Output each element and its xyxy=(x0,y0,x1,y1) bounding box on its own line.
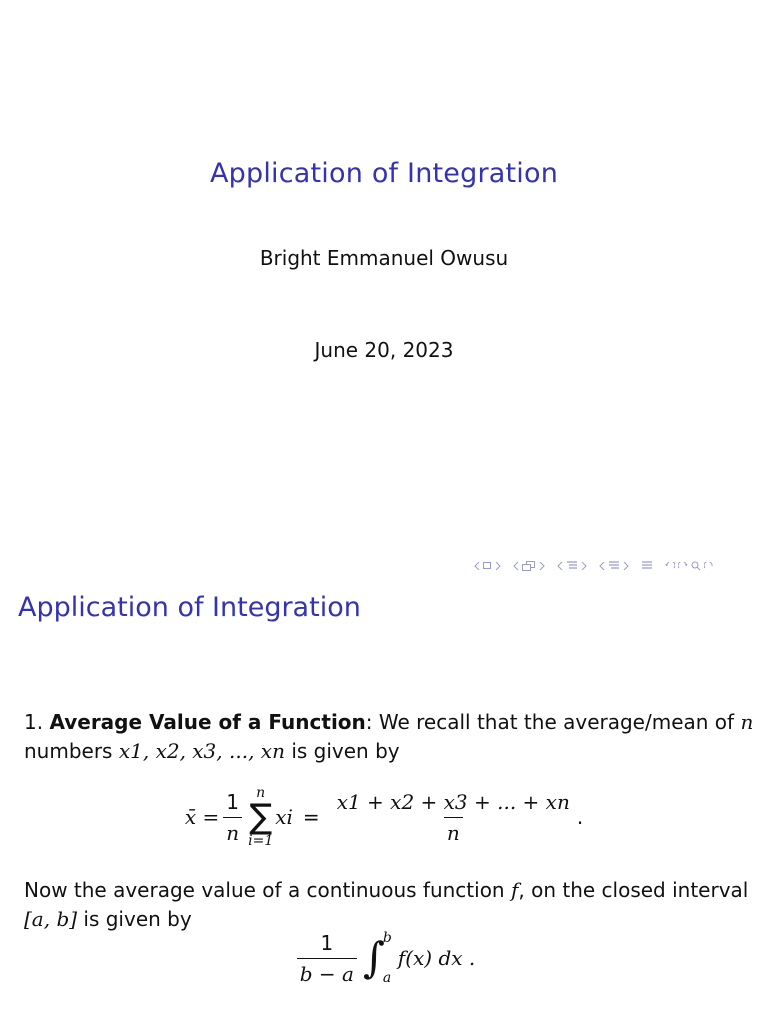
paragraph-text: is given by xyxy=(83,907,192,931)
nav-arrow-right-icon[interactable] xyxy=(623,562,629,570)
fraction-denominator: n xyxy=(223,817,242,845)
author-name: Bright Emmanuel Owusu xyxy=(259,246,509,270)
nav-search-icon[interactable] xyxy=(691,561,701,571)
integral-sign: ∫ xyxy=(362,933,385,982)
paragraph-text: : We recall that the average/mean of xyxy=(365,710,735,734)
nav-arrow-left-icon[interactable] xyxy=(557,562,563,570)
beamer-navigation-bar xyxy=(474,556,720,576)
nav-arrow-right-icon[interactable] xyxy=(495,562,501,570)
sum-lower-limit: i=1 xyxy=(248,833,274,849)
nav-toc-group[interactable] xyxy=(599,561,629,571)
fraction-numerator: 1 xyxy=(320,930,334,955)
nav-document-icon[interactable] xyxy=(641,561,653,571)
nav-arrow-right-icon[interactable] xyxy=(539,562,545,570)
eq-lhs: x̄ = xyxy=(184,805,220,829)
nav-zoom-icon[interactable] xyxy=(704,562,714,570)
summand: xi xyxy=(275,805,293,829)
interval: [a, b] xyxy=(24,907,78,931)
nav-section-icon[interactable] xyxy=(566,561,578,571)
nav-subsection-icon[interactable] xyxy=(522,561,536,571)
integral-lower-limit: a xyxy=(382,970,392,986)
paragraph-text: numbers xyxy=(24,739,113,763)
nav-undo-icon[interactable] xyxy=(665,562,675,570)
fraction xyxy=(223,790,242,845)
sigma-symbol: ∑ xyxy=(249,797,273,837)
integrand: f(x) dx . xyxy=(397,946,476,970)
sequence-expression: x1, x2, x3, ..., xn xyxy=(118,739,285,763)
nav-arrow-left-icon[interactable] xyxy=(474,562,480,570)
equals-sign: = xyxy=(302,805,320,829)
equation-average-value xyxy=(0,930,768,986)
nav-section-group[interactable] xyxy=(557,561,587,571)
nav-doc-group[interactable] xyxy=(641,561,653,571)
item-number: 1. xyxy=(24,710,44,734)
paragraph-text: Now the average value of a continuous function xyxy=(24,878,505,902)
rhs-numerator: x1 + x2 + x3 + ... + xn xyxy=(336,789,570,814)
nav-arrow-right-icon[interactable] xyxy=(581,562,587,570)
integral xyxy=(363,930,392,986)
nav-search-group[interactable] xyxy=(665,561,714,571)
summation xyxy=(248,786,273,848)
item-heading: Average Value of a Function xyxy=(49,710,366,734)
nav-arrow-left-icon[interactable] xyxy=(599,562,605,570)
sum-upper-limit: n xyxy=(256,785,266,801)
equation-mean xyxy=(0,786,768,848)
variable-f: f xyxy=(510,878,519,902)
nav-frame-icon[interactable] xyxy=(483,562,492,570)
fraction xyxy=(297,931,357,986)
eq-period: . xyxy=(576,805,584,829)
integral-upper-limit: b xyxy=(382,930,392,946)
nav-toc-icon[interactable] xyxy=(608,561,620,571)
variable-n: n xyxy=(740,710,754,734)
content-slide xyxy=(0,580,768,1024)
paragraph-average-value xyxy=(24,708,754,766)
nav-frame-group[interactable] xyxy=(474,562,501,570)
fraction-rhs xyxy=(334,790,573,845)
fraction-denominator: b − a xyxy=(297,958,357,986)
nav-arrow-left-icon[interactable] xyxy=(513,562,519,570)
presentation-title: Application of Integration xyxy=(209,158,559,189)
nav-subsection-group[interactable] xyxy=(513,561,545,571)
paragraph-continuous xyxy=(24,876,754,934)
presentation-date: June 20, 2023 xyxy=(314,338,454,362)
rhs-denominator: n xyxy=(444,817,463,845)
fraction-numerator: 1 xyxy=(226,789,240,814)
paragraph-text: , on the closed interval xyxy=(518,878,749,902)
frame-title: Application of Integration xyxy=(18,592,361,623)
nav-redo-icon[interactable] xyxy=(678,562,688,570)
paragraph-text: is given by xyxy=(291,739,400,763)
